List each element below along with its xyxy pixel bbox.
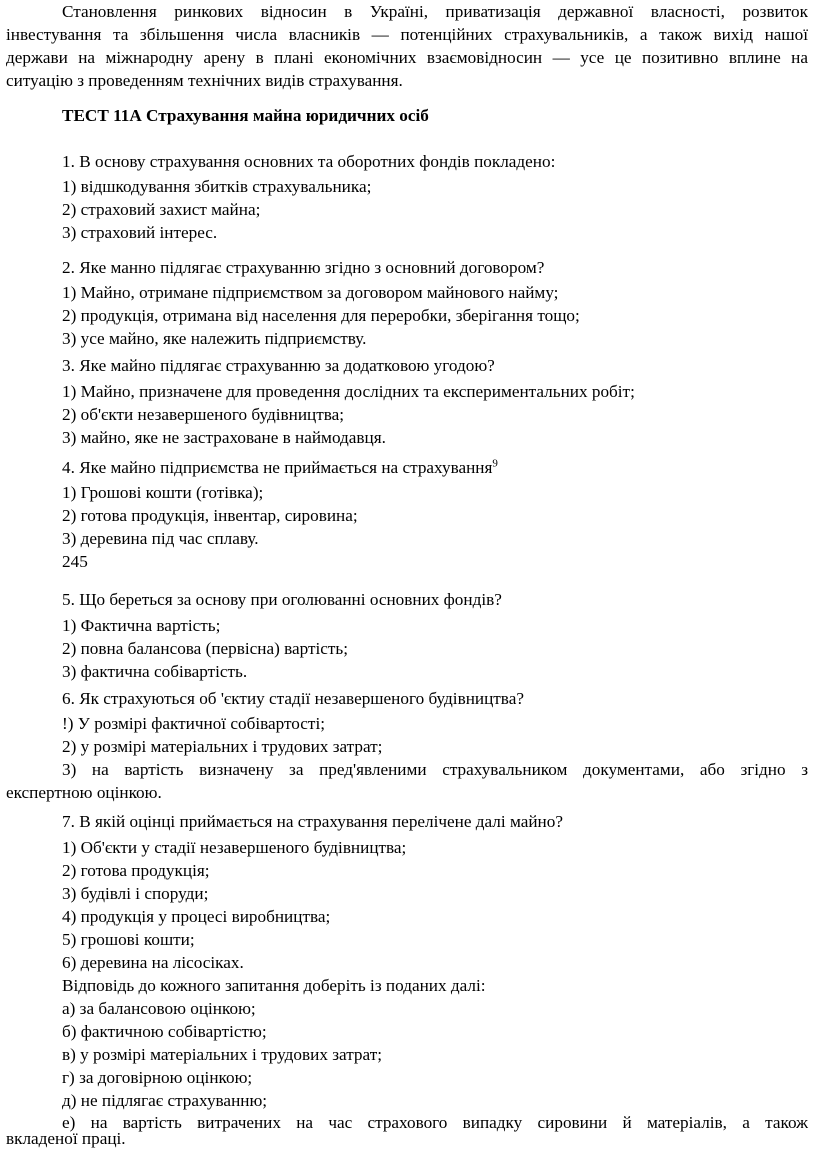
answer-option: 2) готова продукція, інвентар, сировина; (62, 506, 358, 525)
question-5: 5. Що береться за основу при оголюванні основних фондів? (62, 590, 502, 609)
answer-option: 3) страховий інтерес. (62, 223, 218, 242)
question-7: 7. В якій оцінці приймається на страхування перелічене далі майно? (62, 812, 563, 831)
list-item: 3) будівлі і споруди; (62, 884, 209, 903)
list-item: 4) продукція у процесі виробництва; (62, 907, 331, 926)
answer-option: 3) фактична собівартість. (62, 662, 248, 681)
answer-option: 3) майно, яке не застраховане в наймодавця. (62, 428, 386, 447)
answer-option: 1) Фактична вартість; (62, 616, 221, 635)
list-item: 2) готова продукція; (62, 861, 210, 880)
answer-option: 1) Грошові кошти (готівка); (62, 483, 264, 502)
answer-option: 2) повна балансова (первісна) вартість; (62, 639, 349, 658)
answer-option: а) за балансовою оцінкою; (62, 999, 256, 1018)
answer-option: б) фактичною собівартістю; (62, 1022, 267, 1041)
answer-option: 2) продукція, отримана від населення для переробки, зберігання тощо; (62, 306, 580, 325)
question-6: 6. Як страхуються об 'єктиу стадії незавершеного будівництва? (62, 689, 524, 708)
answer-option: 2) у розмірі матеріальних і трудових затрат; (62, 737, 383, 756)
answer-option: г) за договірною оцінкою; (62, 1068, 253, 1087)
question-4-text: 4. Яке майно підприємства не приймається на страхування (62, 458, 493, 477)
instruction-text: Відповідь до кожного запитання доберіть із поданих далі: (62, 976, 486, 995)
answer-option: !) У розмірі фактичної собівартості; (62, 714, 325, 733)
test-title: ТЕСТ 11А Страхування майна юридичних осіб (62, 106, 429, 125)
list-item: 1) Об'єкти у стадії незавершеного будівництва; (62, 838, 407, 857)
answer-option-continuation: експертною оцінкою. (6, 783, 162, 802)
answer-option: 1) Майно, отримане підприємством за договором майнового найму; (62, 283, 559, 302)
intro-paragraph-line: інвестування та збільшення числа власників — потенційних страхувальників, а також вихід нашої (6, 25, 808, 44)
answer-option: 3) на вартість визначену за пред'явленими страхувальником документами, або згідно з (62, 760, 808, 779)
list-item: 5) грошові кошти; (62, 930, 195, 949)
question-1: 1. В основу страхування основних та оборотних фондів покладено: (62, 152, 556, 171)
answer-option: 3) усе майно, яке належить підприємству. (62, 329, 367, 348)
answer-option: е) на вартість витрачених на час страхового випадку сировини й матеріалів, а також (62, 1113, 808, 1132)
footnote-marker: 9 (492, 457, 498, 470)
page-number: 245 (62, 552, 88, 571)
answer-option: д) не підлягає страхуванню; (62, 1091, 268, 1110)
answer-option: 1) відшкодування збитків страхувальника; (62, 177, 372, 196)
answer-option: 2) об'єкти незавершеного будівництва; (62, 405, 345, 424)
intro-paragraph-line: ситуацію з проведенням технічних видів страхування. (6, 71, 403, 90)
answer-option: в) у розмірі матеріальних і трудових затрат; (62, 1045, 382, 1064)
answer-option: 3) деревина під час сплаву. (62, 529, 259, 548)
answer-option: 1) Майно, призначене для проведення дослідних та експериментальних робіт; (62, 382, 635, 401)
question-4 (62, 456, 808, 479)
question-3: 3. Яке майно підлягає страхуванню за додатковою угодою? (62, 356, 495, 375)
answer-option: 2) страховий захист майна; (62, 200, 261, 219)
list-item: 6) деревина на лісосіках. (62, 953, 244, 972)
intro-paragraph-line: Становлення ринкових відносин в Україні, приватизація державної власності, розвиток (62, 2, 808, 21)
question-2: 2. Яке манно підлягає страхуванню згідно з основний договором? (62, 258, 545, 277)
intro-paragraph-line: держави на міжнародну арену в плані економічних взаємовідносин — усе це позитивно вплине на (6, 48, 808, 67)
answer-option-continuation: вкладеної праці. (6, 1129, 126, 1148)
